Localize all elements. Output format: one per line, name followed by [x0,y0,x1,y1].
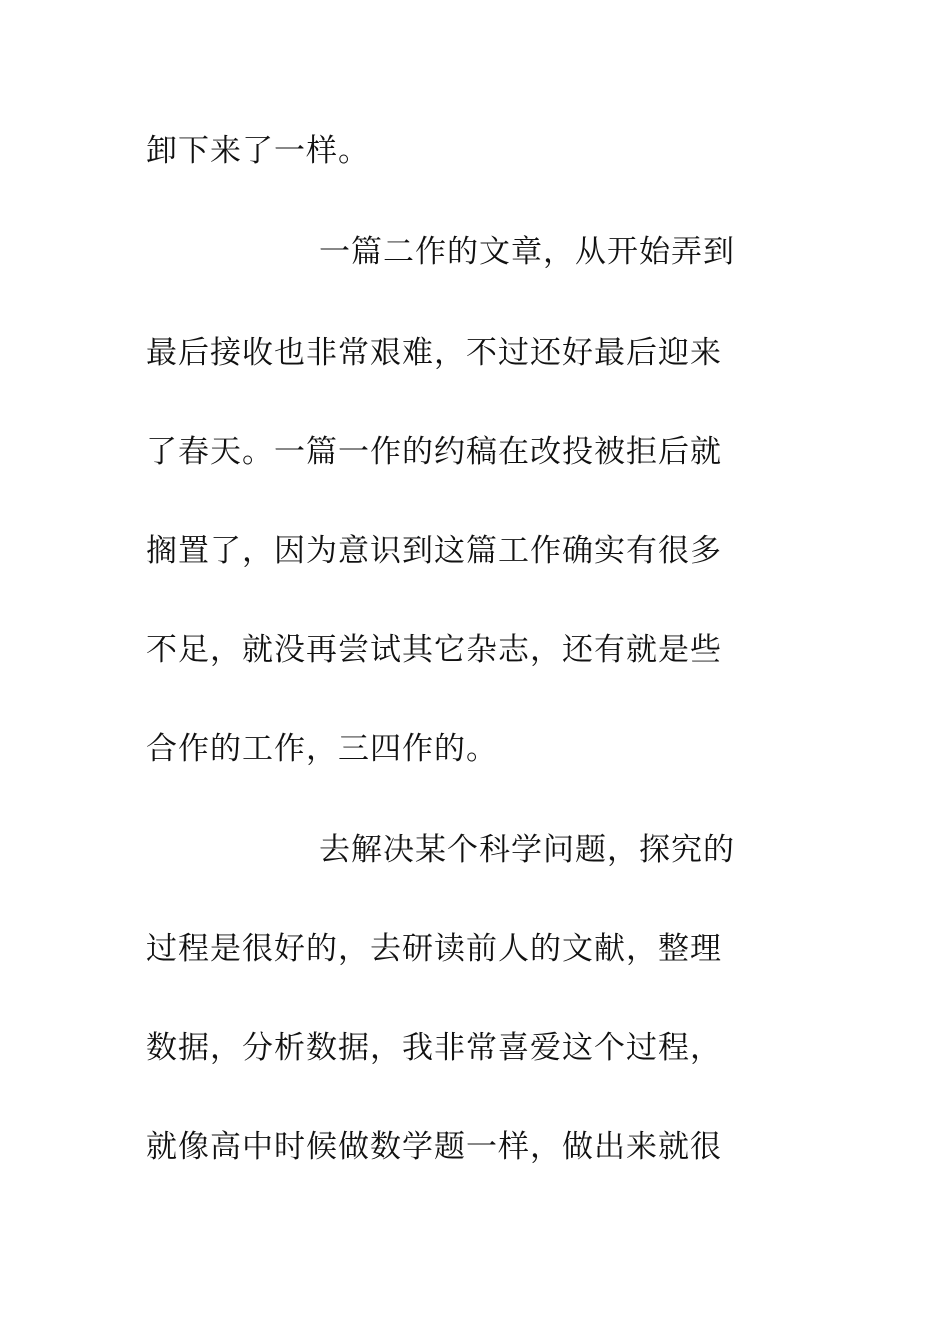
paragraph-line: 数据，分析数据，我非常喜爱这个过程， [146,1030,722,1066]
paragraph-line: 去解决某个科学问题，探究的 [319,832,735,868]
paragraph-line: 一篇二作的文章，从开始弄到 [319,234,735,270]
paragraph-line: 就像高中时候做数学题一样，做出来就很 [146,1129,722,1165]
paragraph-line: 不足，就没再尝试其它杂志，还有就是些 [146,632,722,668]
paragraph-line: 过程是很好的，去研读前人的文献，整理 [146,931,722,967]
paragraph-line: 卸下来了一样。 [146,133,370,169]
paragraph-line: 合作的工作，三四作的。 [146,731,498,767]
paragraph-line: 了春天。一篇一作的约稿在改投被拒后就 [146,434,722,470]
paragraph-line: 搁置了，因为意识到这篇工作确实有很多 [146,533,722,569]
paragraph-line: 最后接收也非常艰难，不过还好最后迎来 [146,335,722,371]
